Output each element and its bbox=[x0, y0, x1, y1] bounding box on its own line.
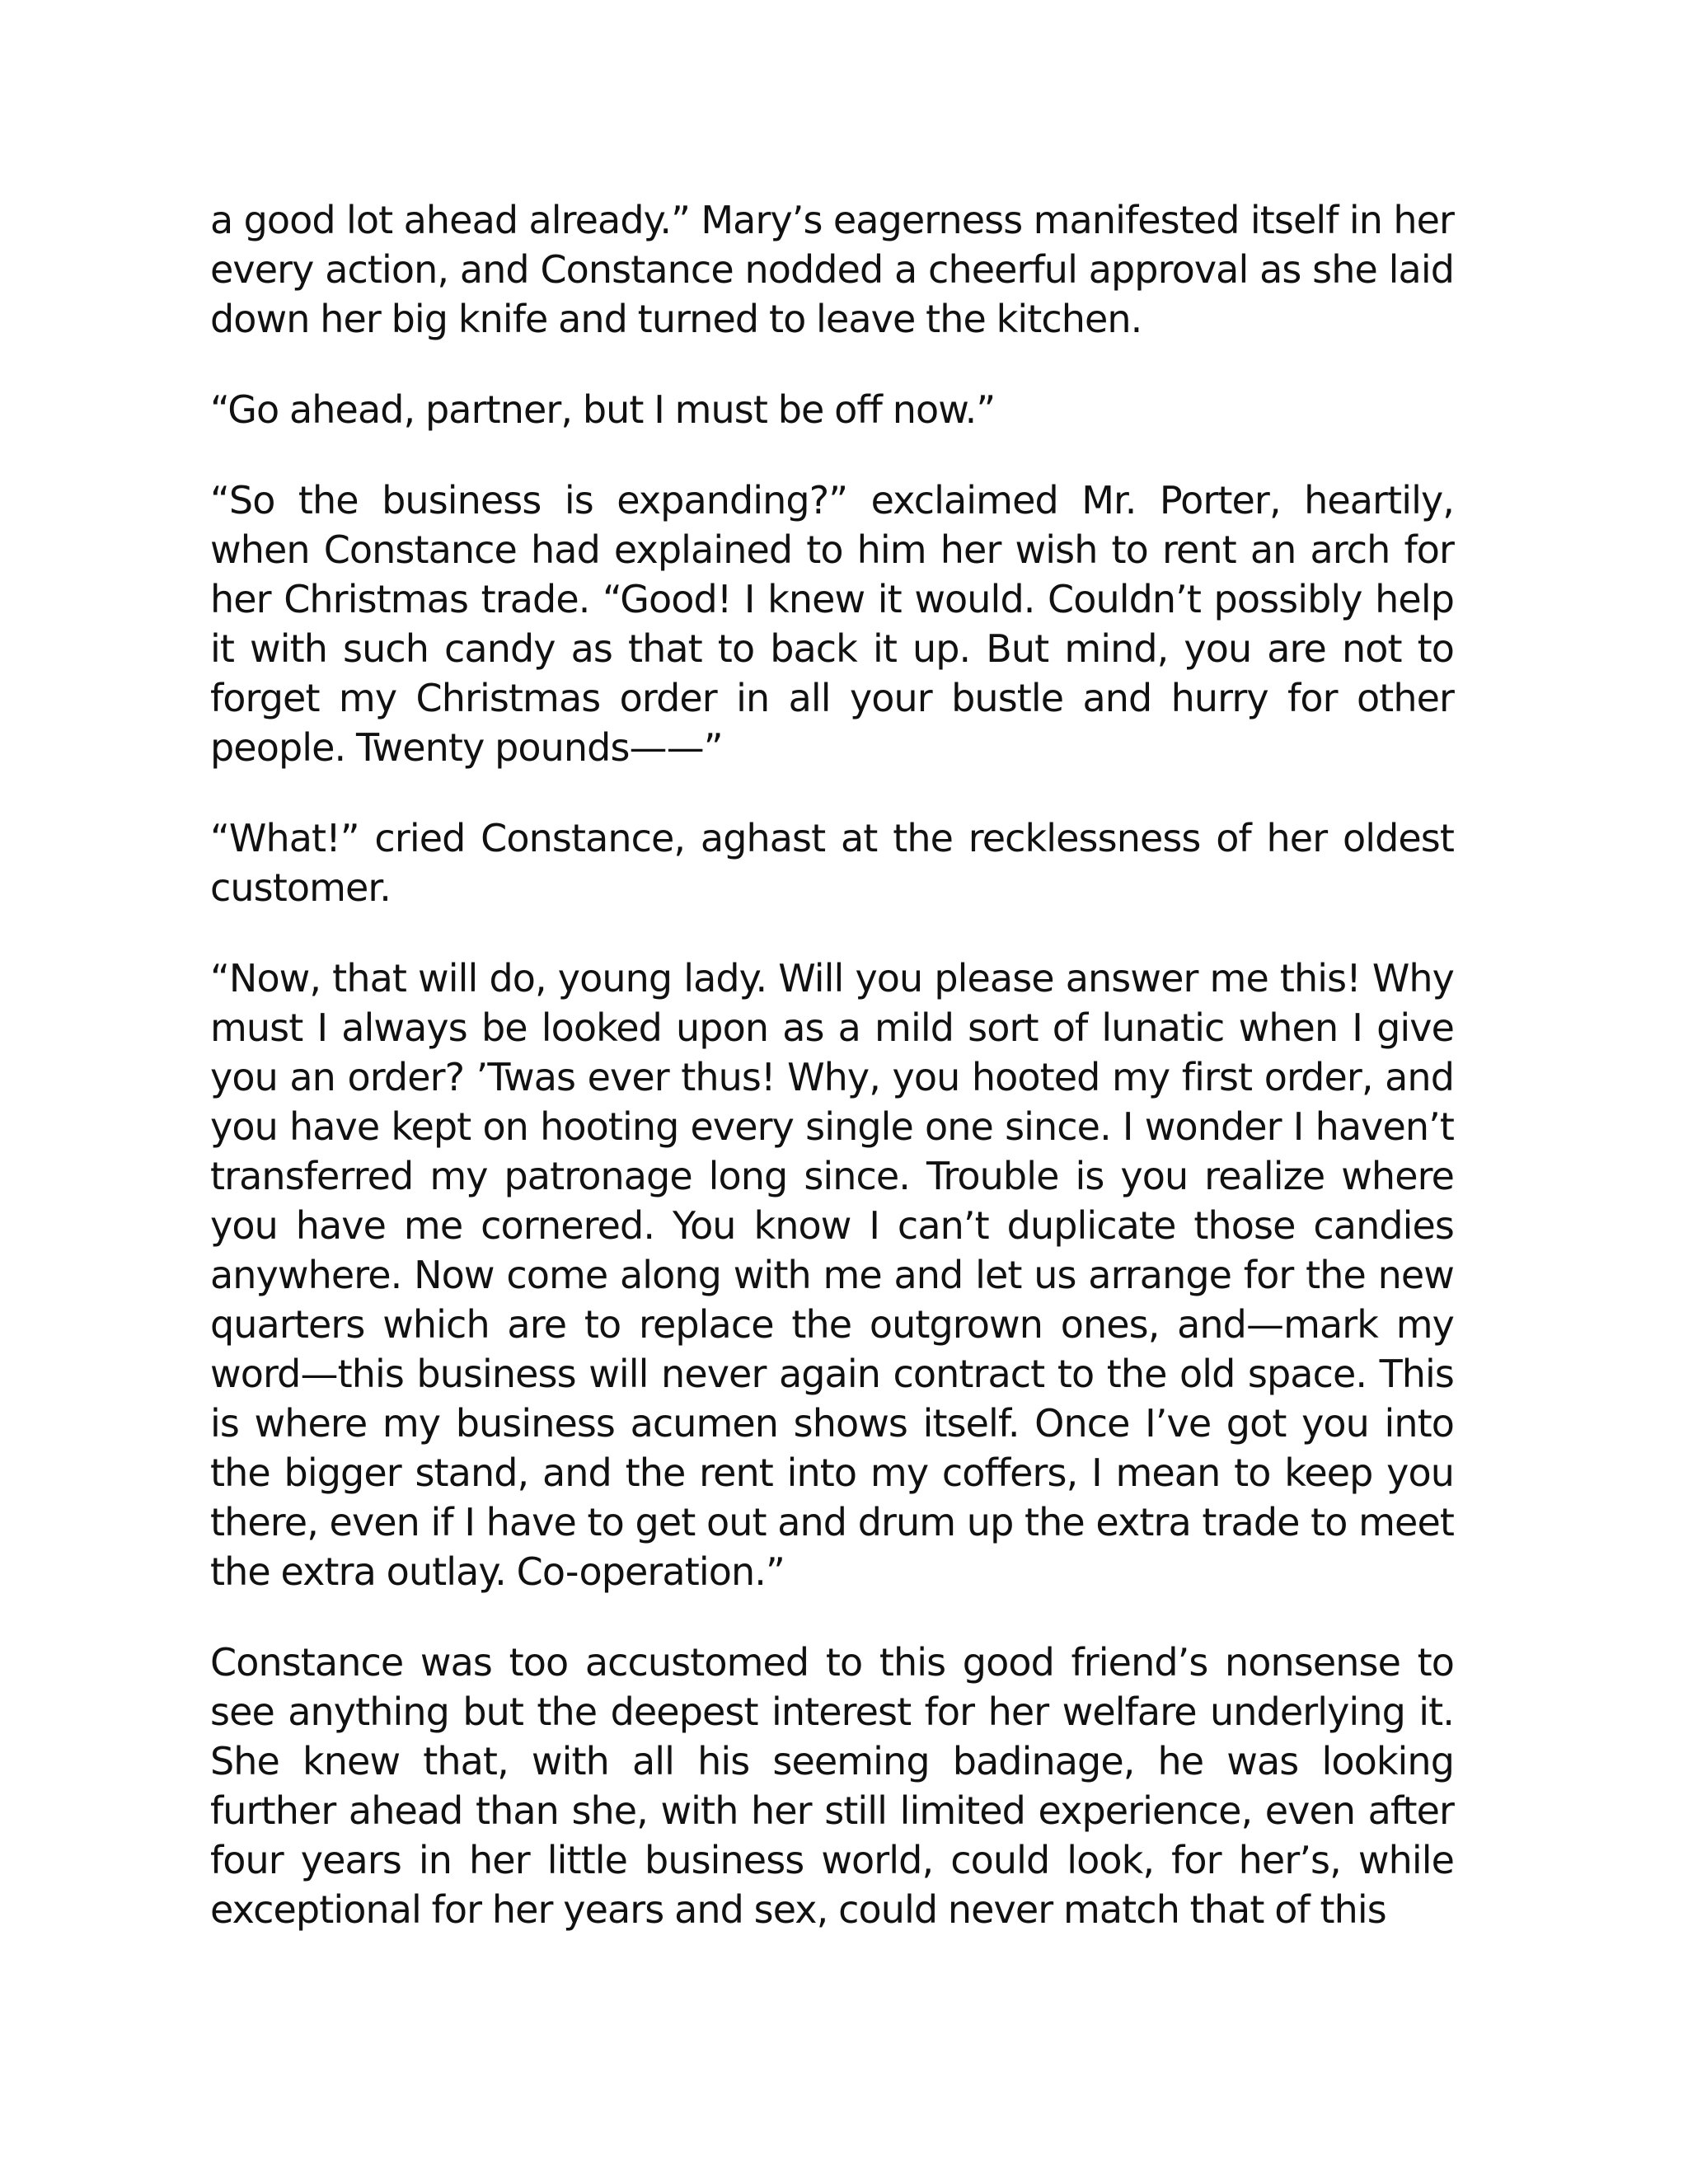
paragraph-1: a good lot ahead already.” Mary’s eagerness manifested itself in her every action, and Constance nodded a cheerful approval as she laid down her big knife and turned to leave the kitchen. bbox=[210, 198, 1454, 341]
paragraph-6: Constance was too accustomed to this good friend’s nonsense to see anything but the deepest interest for her welfare underlying it. She knew that, with all his seeming badinage, he was looking further ahead than she, with her still limited experience, even after four years in her little business world, could look, for her’s, while exceptional for her years and sex, could never match that of this bbox=[210, 1640, 1454, 1932]
paragraph-3: “So the business is expanding?” exclaimed Mr. Porter, heartily, when Constance had explained to him her wish to rent an arch for her Christmas trade. “Good! I knew it would. Couldn’t possibly help it with such candy as that to back it up. But mind, you are not to forget my Christmas order in all your bustle and hurry for other people. Twenty pounds——” bbox=[210, 478, 1454, 770]
paragraph-5: “Now, that will do, young lady. Will you please answer me this! Why must I always be looked upon as a mild sort of lunatic when I give you an order? ’Twas ever thus! Why, you hooted my first order, and you have kept on hooting every single one since. I wonder I haven’t transferred my patronage long since. Trouble is you realize where you have me cornered. You know I can’t duplicate those candies anywhere. Now come along with me and let us arrange for the new quarters which are to replace the outgrown ones, and—mark my word—this business will never again contract to the old space. This is where my business acumen shows itself. Once I’ve got you into the bigger stand, and the rent into my coffers, I mean to keep you there, even if I have to get out and drum up the extra trade to meet the extra outlay. Co-operation.” bbox=[210, 956, 1454, 1594]
paragraph-4: “What!” cried Constance, aghast at the recklessness of her oldest customer. bbox=[210, 816, 1454, 910]
paragraph-2: “Go ahead, partner, but I must be off now.” bbox=[210, 387, 996, 432]
